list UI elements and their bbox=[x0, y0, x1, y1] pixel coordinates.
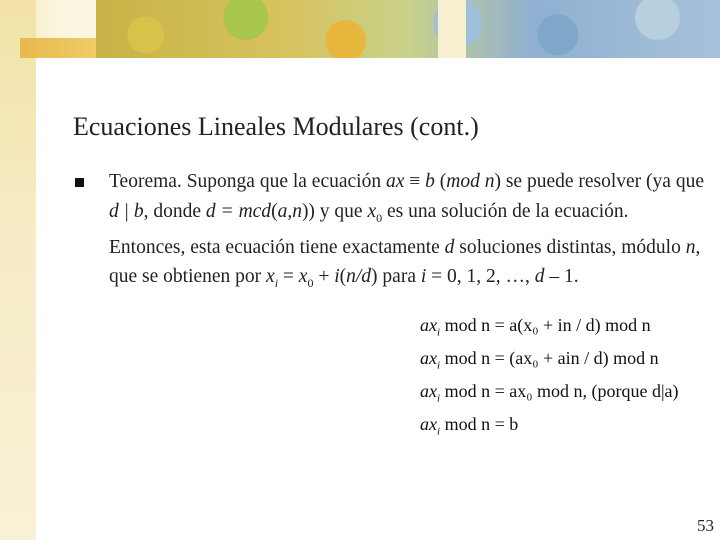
equation-subscript: i bbox=[437, 326, 441, 339]
math-d: d bbox=[534, 266, 545, 288]
text-run: ( bbox=[339, 266, 347, 288]
equation-rhs: mod n = b bbox=[440, 414, 519, 434]
text-run: Suponga que la ecuación bbox=[181, 171, 386, 192]
math-i: i bbox=[334, 266, 340, 288]
equation-line bbox=[420, 375, 720, 408]
text-run: ( bbox=[271, 200, 278, 222]
equation-subscript: i bbox=[437, 425, 441, 438]
equation-rhs: mod n = a(x₀ + in / d) mod n bbox=[440, 315, 651, 335]
math-ax: ax bbox=[385, 171, 405, 192]
text-run: )) y que bbox=[301, 200, 368, 222]
theorem-label: Teorema. bbox=[109, 171, 182, 192]
math-xi-subscript: i bbox=[274, 276, 279, 291]
equation-subscript: i bbox=[437, 392, 441, 405]
equation-lhs: ax bbox=[420, 315, 437, 335]
math-d-eq-mcd: d = mcd bbox=[205, 200, 272, 222]
math-xi: x bbox=[266, 266, 275, 288]
math-b: b bbox=[425, 171, 435, 192]
math-i: i bbox=[420, 266, 427, 288]
text-run: soluciones distintas, módulo bbox=[454, 236, 686, 258]
math-x0-subscript: 0 bbox=[307, 276, 314, 291]
slide-title: Ecuaciones Lineales Modulares (cont.) bbox=[73, 112, 479, 141]
text-run: = 0, 1, 2, …, bbox=[426, 266, 535, 288]
text-run: = bbox=[278, 266, 299, 288]
math-mod-n: mod n bbox=[446, 171, 495, 192]
page-number: 53 bbox=[697, 516, 714, 535]
equiv-symbol: ≡ bbox=[404, 171, 426, 192]
math-d-divides-b: d | b bbox=[109, 200, 144, 222]
equation-block bbox=[420, 309, 720, 441]
left-decorative-band bbox=[0, 0, 36, 540]
equation-lhs: ax bbox=[420, 414, 437, 434]
header-banner-gap bbox=[438, 0, 466, 58]
text-run: ) se puede resolver (ya que bbox=[494, 171, 704, 192]
bullet-square-icon bbox=[75, 178, 84, 187]
text-run: ) para bbox=[371, 266, 421, 288]
equation-rhs: mod n = ax₀ mod n, (porque d|a) bbox=[440, 381, 679, 401]
equation-line bbox=[420, 309, 720, 342]
equation-rhs: mod n = (ax₀ + ain / d) mod n bbox=[440, 348, 659, 368]
header-banner-image bbox=[96, 0, 720, 58]
header-banner-tab bbox=[20, 38, 96, 58]
equation-line bbox=[420, 342, 720, 375]
math-d: d bbox=[444, 236, 455, 258]
equation-subscript: i bbox=[437, 359, 441, 372]
equation-lhs: ax bbox=[420, 348, 437, 368]
text-run: , que se obtienen por bbox=[109, 236, 701, 288]
math-n-over-d: n/d bbox=[346, 266, 372, 288]
math-x0: x bbox=[298, 266, 308, 288]
math-x0-subscript: 0 bbox=[376, 210, 383, 225]
math-x0: x bbox=[367, 200, 377, 222]
math-n: n bbox=[685, 236, 696, 258]
text-run: , donde bbox=[143, 200, 206, 222]
text-run: + bbox=[313, 266, 335, 288]
text-run: ( bbox=[434, 171, 447, 192]
math-a-n: a,n bbox=[277, 200, 302, 222]
equation-line bbox=[420, 408, 720, 441]
text-run: – 1. bbox=[544, 266, 579, 288]
theorem-paragraph bbox=[109, 167, 709, 299]
text-run: es una solución de la ecuación. Entonces, esta ecuación tiene exactamente bbox=[109, 200, 629, 258]
equation-lhs: ax bbox=[420, 381, 437, 401]
